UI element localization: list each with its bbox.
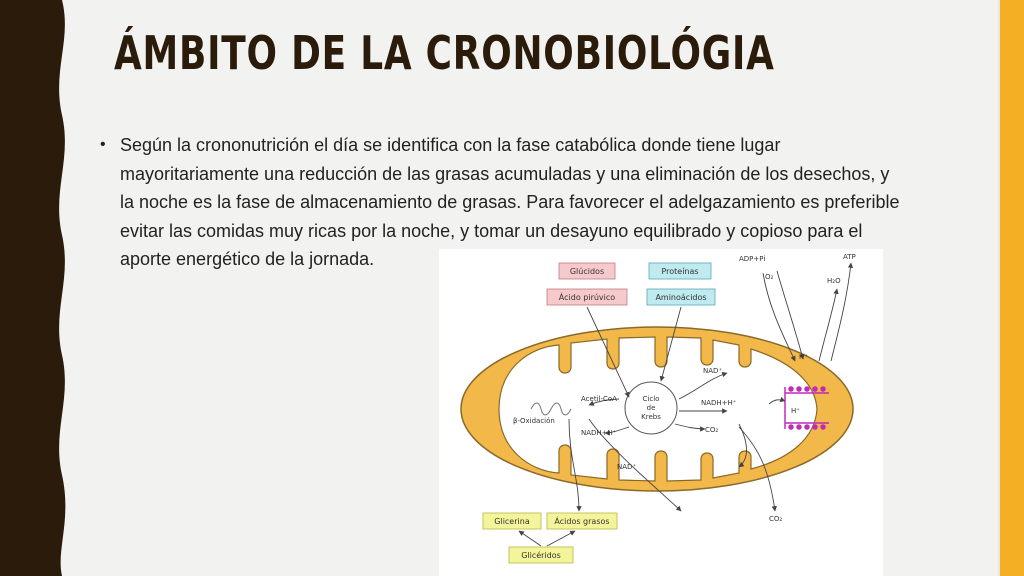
h-plus-top-label: H⁺ <box>799 353 808 361</box>
bullet-line-2: mayoritariamente una reducción de las grasas acumuladas y una eliminación de los desechos, y <box>120 163 890 184</box>
glicerina-label: Glicerina <box>494 517 530 526</box>
mitochondria-diagram <box>439 249 883 576</box>
nad-top-label: NAD⁺ <box>703 367 723 375</box>
nadh-left-label: NADH+H⁺ <box>581 429 617 437</box>
h2o-label: H₂O <box>827 277 841 285</box>
bullet-line-1: Según la crononutrición el día se identifica con la fase catabólica donde tiene lugar <box>120 135 781 155</box>
nad-bottom-label: NAD⁺ <box>617 463 637 471</box>
ciclo-label-2: de <box>646 404 656 412</box>
co2-inner-label: CO₂ <box>705 426 719 434</box>
adp-pi-label: ADP+Pi <box>739 255 766 263</box>
atp-label: ATP <box>843 253 856 261</box>
h-plus-bottom-label: H⁺ <box>791 407 800 415</box>
acetil-coa-label: Acetil-CoA <box>581 395 617 403</box>
glucidos-label: Glúcidos <box>569 267 605 276</box>
bullet-icon: • <box>100 136 106 153</box>
ciclo-label-3: Krebs <box>641 413 661 421</box>
slide-title: ÁMBITO DE LA CRONOBIOLÓGIA <box>114 26 775 80</box>
bullet-line-4: evitar las comidas muy ricas por la noche, y tomar un desayuno equilibrado y copioso para el <box>120 220 863 241</box>
left-decorative-band <box>0 0 78 576</box>
nadh-right-label: NADH+H⁺ <box>701 399 737 407</box>
bullet-line-3: la noche es la fase de almacenamiento de grasas. Para favorecer el adelgazamiento es preferible <box>120 192 900 212</box>
proteinas-label: Proteínas <box>661 267 699 276</box>
o2-label: O₂ <box>765 273 774 281</box>
aminoacidos-label: Aminoácidos <box>655 293 707 302</box>
right-accent-band <box>1000 0 1024 576</box>
co2-outer-label: CO₂ <box>769 515 783 523</box>
b-oxidacion-label: β-Oxidación <box>513 417 555 425</box>
ciclo-label-1: Ciclo <box>642 395 660 403</box>
gliceridos-label: Glicéridos <box>521 551 561 560</box>
bullet-line-5: aporte energético de la jornada. <box>120 249 375 269</box>
acido-piruvico-label: Ácido pirúvico <box>558 293 616 302</box>
acidos-grasos-label: Ácidos grasos <box>554 517 610 526</box>
